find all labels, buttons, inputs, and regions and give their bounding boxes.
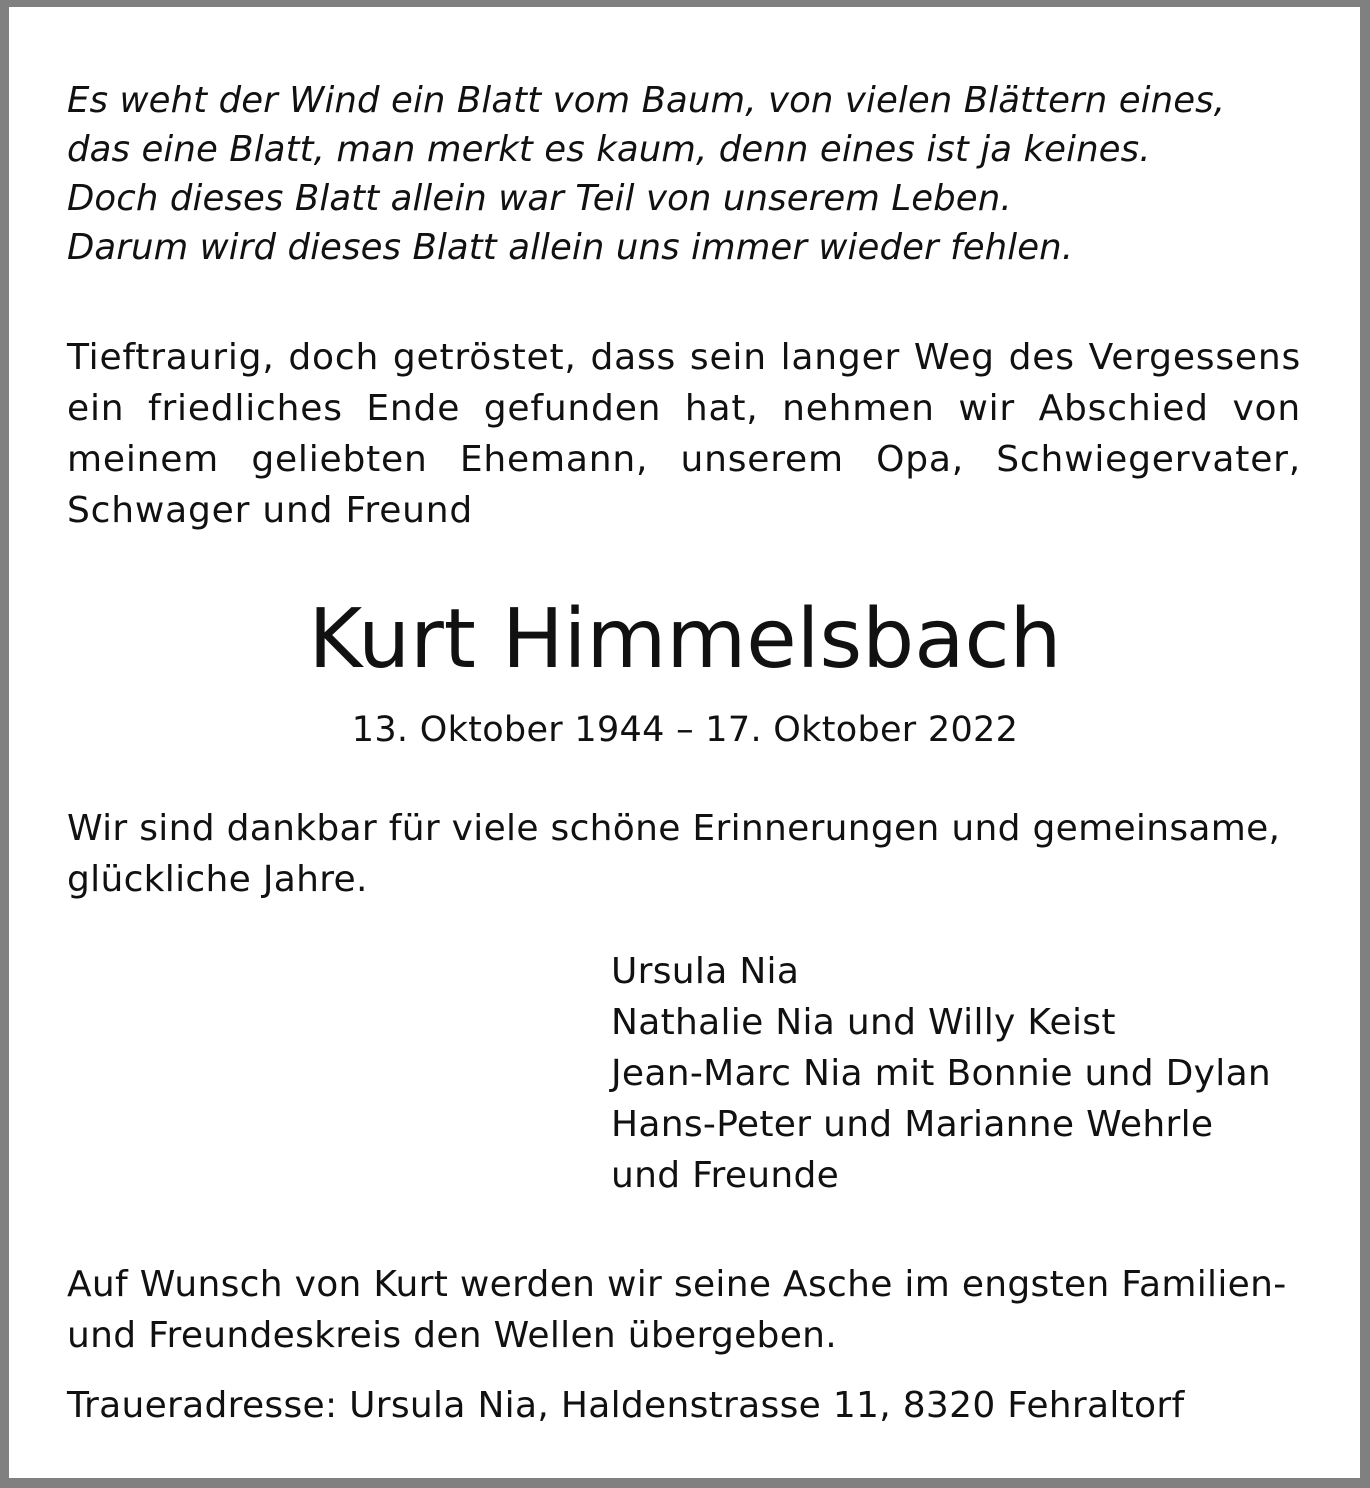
intro-paragraph — [67, 332, 1301, 536]
poem-line: Es weht der Wind ein Blatt vom Baum, von vielen Blättern eines, — [67, 80, 1226, 121]
mourner-entry: Nathalie Nia und Willy Keist — [611, 1002, 1116, 1043]
intro-line: meinem geliebten Ehemann, unserem Opa, Schwiegervater, — [67, 439, 1301, 480]
mourner-entry: und Freunde — [611, 1155, 840, 1196]
mourner-entry: Ursula Nia — [611, 951, 800, 992]
mourner-entry: Jean-Marc Nia mit Bonnie und Dylan — [611, 1053, 1272, 1094]
poem-line: das eine Blatt, man merkt es kaum, denn eines ist ja keines. — [67, 129, 1151, 170]
poem-line: Darum wird dieses Blatt allein uns immer wieder fehlen. — [67, 227, 1074, 268]
poem-line: Doch dieses Blatt allein war Teil von unserem Leben. — [67, 178, 1012, 219]
closing-line: und Freundeskreis den Wellen übergeben. — [67, 1315, 838, 1356]
gratitude-line: glückliche Jahre. — [67, 859, 368, 900]
deceased-name: Kurt Himmelsbach — [308, 592, 1062, 687]
intro-line: ein friedliches Ende gefunden hat, nehmen wir Abschied von — [67, 388, 1301, 429]
intro-line: Tieftraurig, doch getröstet, dass sein langer Weg des Vergessens — [67, 337, 1301, 378]
life-dates: 13. Oktober 1944 – 17. Oktober 2022 — [351, 710, 1019, 750]
gratitude-line: Wir sind dankbar für viele schöne Erinnerungen und gemeinsame, — [67, 808, 1281, 849]
address-line: Traueradresse: Ursula Nia, Haldenstrasse 11, 8320 Fehraltorf — [67, 1385, 1185, 1426]
mourner-entry: Hans-Peter und Marianne Wehrle — [611, 1104, 1214, 1145]
closing-line: Auf Wunsch von Kurt werden wir seine Asche im engsten Familien- — [67, 1264, 1287, 1305]
intro-line: Schwager und Freund — [67, 490, 474, 531]
